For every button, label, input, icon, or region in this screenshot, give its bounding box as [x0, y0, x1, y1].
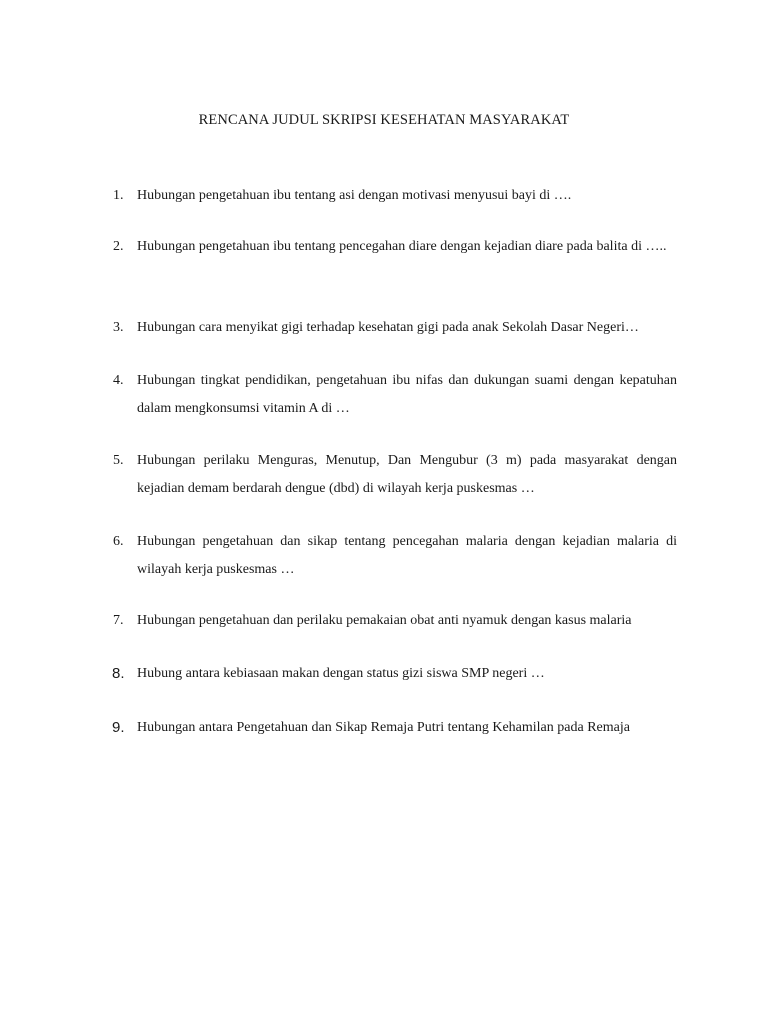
- item-number: 8.: [112, 665, 125, 682]
- item-number: 9.: [112, 719, 125, 736]
- item-number: 1.: [113, 188, 124, 203]
- item-text: Hubungan pengetahuan dan perilaku pemakaian obat anti nyamuk dengan kasus malaria: [137, 613, 632, 628]
- document-title: RENCANA JUDUL SKRIPSI KESEHATAN MASYARAKAT: [198, 112, 570, 128]
- item-number: 3.: [113, 320, 124, 335]
- item-number: 4.: [113, 373, 124, 388]
- item-number: 6.: [113, 534, 124, 549]
- item-text: Hubungan pengetahuan ibu tentang asi dengan motivasi menyusui bayi di ….: [137, 188, 572, 203]
- item-number: 5.: [113, 453, 124, 468]
- item-text: Hubung antara kebiasaan makan dengan status gizi siswa SMP negeri …: [137, 666, 545, 681]
- item-number: 2.: [113, 239, 124, 254]
- item-text: Hubungan tingkat pendidikan, pengetahuan ibu nifas dan dukungan suami dengan kepatuhan dalam mengkonsumsi vitamin A di …: [137, 373, 677, 416]
- item-text: Hubungan perilaku Menguras, Menutup, Dan Mengubur (3 m) pada masyarakat dengan kejadian demam berdarah dengue (dbd) di wilayah kerja puskesmas …: [137, 453, 677, 496]
- item-text: Hubungan pengetahuan ibu tentang pencegahan diare dengan kejadian diare pada balita di …..: [137, 239, 667, 254]
- item-text: Hubungan cara menyikat gigi terhadap kesehatan gigi pada anak Sekolah Dasar Negeri…: [137, 320, 639, 335]
- item-number: 7.: [113, 613, 124, 628]
- item-text: Hubungan antara Pengetahuan dan Sikap Remaja Putri tentang Kehamilan pada Remaja: [137, 720, 630, 735]
- item-text: Hubungan pengetahuan dan sikap tentang pencegahan malaria dengan kejadian malaria di wilayah kerja puskesmas …: [137, 534, 677, 577]
